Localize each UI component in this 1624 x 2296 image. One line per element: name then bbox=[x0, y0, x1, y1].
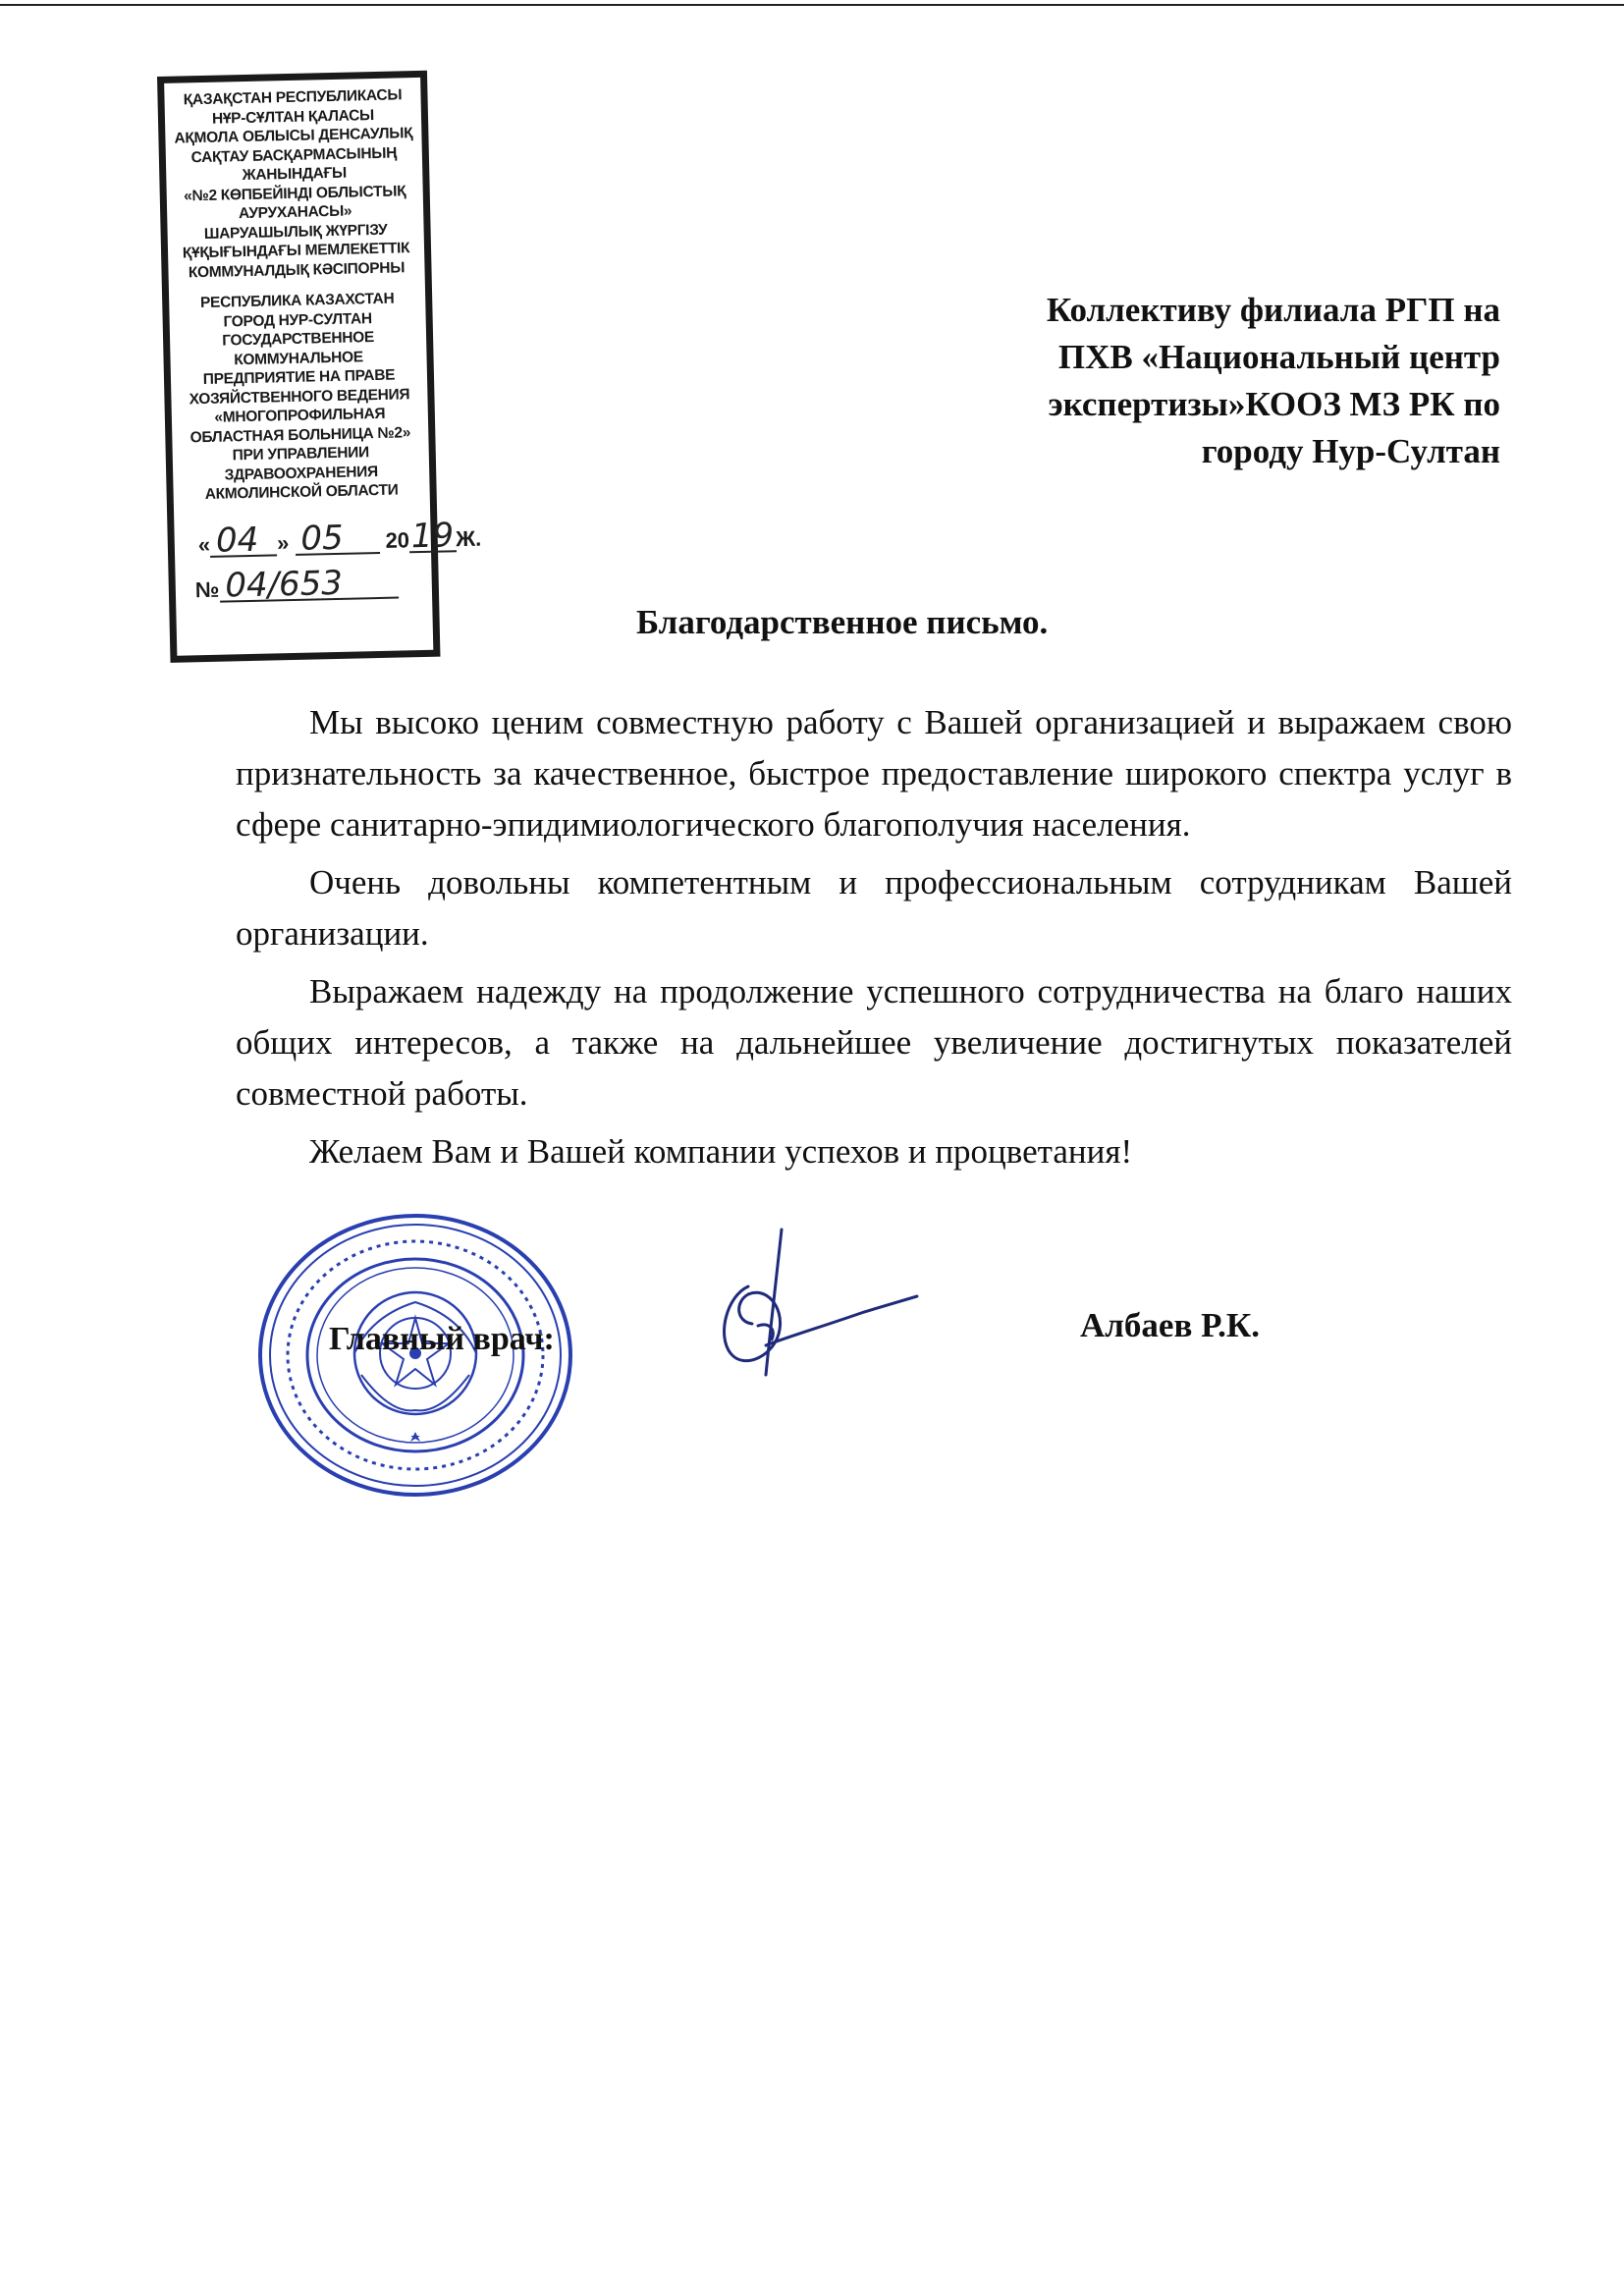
stamp-russian-text bbox=[175, 289, 424, 505]
stamp-number bbox=[181, 563, 426, 606]
registration-stamp bbox=[157, 71, 482, 663]
stamp-ru-line: ПРЕДПРИЯТИЕ НА ПРАВЕ bbox=[202, 366, 396, 389]
stamp-kz-line: «№2 КӨПБЕЙІНДІ ОБЛЫСТЫҚ bbox=[183, 182, 406, 204]
top-border-line bbox=[0, 4, 1624, 6]
stamp-date-year-prefix: 20 bbox=[385, 526, 410, 553]
letter-body bbox=[236, 697, 1512, 1184]
stamp-kz-line: АҚМОЛА ОБЛЫСЫ ДЕНСАУЛЫҚ bbox=[174, 125, 413, 147]
stamp-kz-line: ҚҰҚЫҒЫНДАҒЫ МЕМЛЕКЕТТІК bbox=[182, 240, 410, 262]
signatory-name: Албаев Р.К. bbox=[1080, 1306, 1260, 1344]
body-paragraph: Очень довольны компетентным и профессиональным сотрудникам Вашей организации. bbox=[236, 863, 1512, 953]
stamp-number-prefix: № bbox=[194, 576, 220, 602]
body-paragraph: Желаем Вам и Вашей компании успехов и процветания! bbox=[309, 1132, 1133, 1171]
stamp-date-year-suffix: 19 bbox=[410, 515, 455, 556]
body-paragraph: Выражаем надежду на продолжение успешного сотрудничества на благо наших общих интересов, а также на дальнейшее увеличение достигнутых показателей совместной работы. bbox=[236, 972, 1512, 1113]
stamp-ru-line: ПРИ УПРАВЛЕНИИ bbox=[232, 444, 370, 465]
handwritten-signature bbox=[707, 1228, 923, 1394]
stamp-kz-line: САҚТАУ БАСҚАРМАСЫНЫҢ bbox=[190, 143, 398, 166]
stamp-ru-line: ГОРОД НУР-СУЛТАН bbox=[223, 309, 372, 331]
stamp-ru-line: ХОЗЯЙСТВЕННОГО ВЕДЕНИЯ bbox=[189, 385, 410, 408]
letter-title-text: Благодарственное письмо. bbox=[636, 603, 1049, 641]
addressee-line: экспертизы»КООЗ МЗ РК по bbox=[1048, 385, 1500, 423]
stamp-date-close-quote: » bbox=[276, 529, 290, 555]
stamp-kazakh-text bbox=[170, 85, 418, 283]
stamp-kz-line: ШАРУАШЫЛЫҚ ЖҮРГІЗУ bbox=[203, 221, 388, 243]
stamp-kz-line: ҚАЗАҚСТАН РЕСПУБЛИКАСЫ bbox=[183, 86, 403, 109]
stamp-date-month: 05 bbox=[295, 521, 380, 555]
addressee-line: городу Нур-Султан bbox=[1201, 432, 1500, 470]
stamp-ru-line: РЕСПУБЛИКА КАЗАХСТАН bbox=[199, 290, 395, 312]
stamp-kz-line: ЖАНЫНДАҒЫ bbox=[242, 164, 348, 185]
addressee-line: Коллективу филиала РГП на bbox=[1046, 291, 1500, 329]
stamp-date bbox=[180, 515, 482, 561]
stamp-kz-line: АУРУХАНАСЫ» bbox=[238, 202, 352, 223]
body-paragraph: Мы высоко ценим совместную работу с Вашей организацией и выражаем свою признательность за качественное, быстрое предоставление широкого спектра услуг в сфере санитарно-эпидимиологического благополучия населения. bbox=[236, 703, 1512, 844]
stamp-ru-line: ГОСУДАРСТВЕННОЕ bbox=[222, 329, 375, 350]
stamp-date-open-quote: « bbox=[197, 531, 211, 557]
stamp-kz-line: НҰР-СҰЛТАН ҚАЛАСЫ bbox=[211, 106, 375, 128]
stamp-ru-line: КОММУНАЛЬНОЕ bbox=[234, 348, 364, 368]
stamp-date-year-unit: Ж. bbox=[455, 525, 482, 551]
stamp-ru-line: ЗДРАВООХРАНЕНИЯ bbox=[224, 463, 379, 484]
signatory-role: Главный врач: bbox=[329, 1321, 555, 1357]
stamp-kz-line: КОММУНАЛДЫҚ КӘСІПОРНЫ bbox=[188, 258, 406, 281]
stamp-ru-line: ОБЛАСТНАЯ БОЛЬНИЦА №2» bbox=[189, 423, 411, 446]
stamp-number-value: 04/653 bbox=[219, 567, 399, 602]
addressee-line: ПХВ «Национальный центр bbox=[1057, 338, 1500, 376]
stamp-ru-line: АКМОЛИНСКОЙ ОБЛАСТИ bbox=[204, 481, 399, 504]
stamp-ru-line: «МНОГОПРОФИЛЬНАЯ bbox=[214, 405, 386, 426]
stamp-date-day: 04 bbox=[210, 524, 278, 558]
addressee-block bbox=[1047, 287, 1500, 475]
